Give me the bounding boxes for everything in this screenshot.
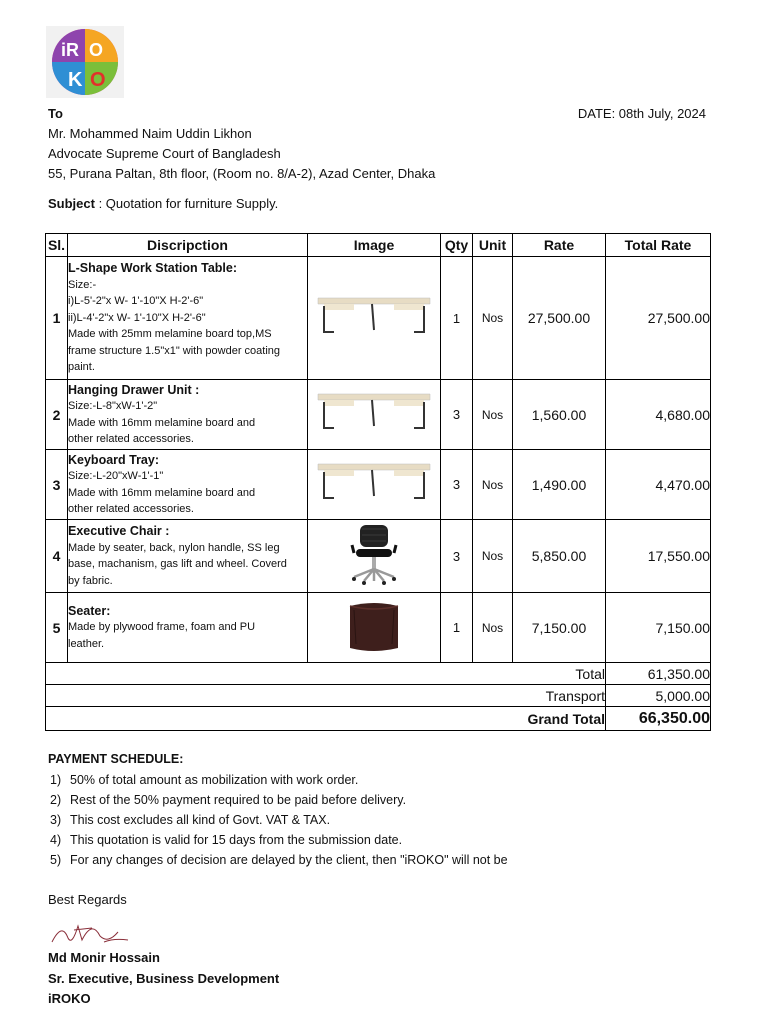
quotation-date: DATE: 08th July, 2024	[577, 106, 706, 121]
item-title: Executive Chair :	[68, 524, 170, 538]
item-line: Size:-	[68, 278, 97, 291]
item-text: This quotation is valid for 15 days from the submission date.	[70, 833, 403, 847]
row-total: 4,470.00	[606, 450, 711, 520]
header-image: Image	[308, 234, 441, 257]
table-row	[46, 593, 711, 663]
list-item	[50, 812, 508, 832]
item-title: Seater:	[68, 603, 111, 618]
row-sl: 2	[46, 380, 68, 450]
row-rate: 5,850.00	[513, 520, 606, 593]
item-line: Size:-L-8"xW-1'-2"	[68, 400, 158, 412]
subject-text: : Quotation for furniture Supply.	[94, 196, 279, 211]
list-item	[50, 792, 508, 812]
list-item	[50, 772, 508, 792]
row-qty: 3	[441, 520, 473, 593]
svg-text:iR: iR	[61, 40, 79, 60]
row-sl: 5	[46, 593, 68, 663]
item-number: 4)	[50, 833, 62, 847]
row-description	[68, 450, 308, 520]
row-unit: Nos	[473, 520, 513, 593]
table-row	[46, 257, 711, 380]
row-sl: 4	[46, 520, 68, 593]
row-unit: Nos	[473, 257, 513, 380]
item-text: For any changes of decision are delayed by the client, then "iROKO" will not be	[70, 853, 508, 867]
header-qty: Qty	[441, 234, 473, 257]
item-line: ii)L-4'-2"x W- 1'-10"X H-2'-6"	[68, 311, 206, 324]
row-image	[308, 380, 441, 450]
header-sl: Sl.	[46, 234, 68, 257]
item-text: Rest of the 50% payment required to be paid before delivery.	[70, 793, 407, 807]
grand-total-label: Grand Total	[46, 707, 606, 731]
row-image	[308, 520, 441, 593]
row-unit: Nos	[473, 380, 513, 450]
row-qty: 3	[441, 450, 473, 520]
item-line: Size:-L-20"xW-1'-1"	[68, 470, 164, 482]
l-shape-desk-image	[314, 388, 434, 438]
row-description	[68, 257, 308, 380]
l-shape-desk-image	[314, 458, 434, 508]
row-qty: 3	[441, 380, 473, 450]
item-line: Made with 25mm melamine board top,MS	[68, 328, 272, 341]
item-line: leather.	[68, 637, 105, 650]
row-sl: 1	[46, 257, 68, 380]
item-line: Made by plywood frame, foam and PU	[68, 621, 256, 634]
row-rate: 7,150.00	[513, 593, 606, 663]
item-line: paint.	[68, 361, 95, 374]
row-image	[308, 257, 441, 380]
row-qty: 1	[441, 257, 473, 380]
handwritten-signature	[48, 912, 132, 948]
row-description	[68, 380, 308, 450]
row-rate: 1,560.00	[513, 380, 606, 450]
payment-schedule-list	[50, 772, 508, 872]
item-title: Keyboard Tray:	[68, 452, 160, 467]
item-line: base, machanism, gas lift and wheel. Coverd	[68, 558, 287, 570]
svg-text:O: O	[90, 69, 106, 91]
header-rate: Rate	[513, 234, 606, 257]
item-line: Made with 16mm melamine board and	[68, 416, 256, 429]
transport-value: 5,000.00	[606, 685, 711, 707]
recipient-name: Mr. Mohammed Naim Uddin Likhon	[48, 126, 252, 141]
office-chair-image	[344, 523, 404, 587]
total-value: 61,350.00	[606, 663, 711, 685]
row-image	[308, 593, 441, 663]
row-total: 7,150.00	[606, 593, 711, 663]
row-rate: 27,500.00	[513, 257, 606, 380]
svg-text:K: K	[68, 69, 83, 91]
transport-label: Transport	[46, 685, 606, 707]
row-image	[308, 450, 441, 520]
row-description	[68, 593, 308, 663]
signatory-company: iROKO	[48, 991, 91, 1006]
grand-total-row	[46, 707, 711, 731]
recipient-address: 55, Purana Paltan, 8th floor, (Room no. 8/A-2), Azad Center, Dhaka	[48, 166, 436, 181]
item-title: Hanging Drawer Unit :	[68, 382, 200, 397]
list-item	[50, 832, 508, 852]
quotation-table	[45, 233, 711, 731]
item-number: 5)	[50, 853, 62, 867]
item-number: 3)	[50, 813, 62, 827]
row-rate: 1,490.00	[513, 450, 606, 520]
row-qty: 1	[441, 593, 473, 663]
item-line: Made with 16mm melamine board and	[68, 486, 256, 499]
row-unit: Nos	[473, 450, 513, 520]
l-shape-desk-image	[314, 292, 434, 342]
row-total: 27,500.00	[606, 257, 711, 380]
item-line: frame structure 1.5"x1" with powder coating	[68, 344, 281, 357]
table-row	[46, 520, 711, 593]
table-header-row	[46, 234, 711, 257]
item-line: other related accessories.	[68, 503, 194, 515]
best-regards: Best Regards	[48, 892, 127, 907]
item-line: Made by seater, back, nylon handle, SS leg	[68, 541, 280, 554]
item-number: 1)	[50, 773, 62, 787]
recipient-title: Advocate Supreme Court of Bangladesh	[48, 146, 281, 161]
item-text: This cost excludes all kind of Govt. VAT & TAX.	[70, 813, 331, 827]
table-row	[46, 450, 711, 520]
item-text: 50% of total amount as mobilization with work order.	[70, 773, 359, 787]
header-description: Discripction	[68, 234, 308, 257]
subject-label: Subject	[48, 196, 95, 211]
row-unit: Nos	[473, 593, 513, 663]
item-number: 2)	[50, 793, 62, 807]
row-description	[68, 520, 308, 593]
item-line: i)L-5'-2"x W- 1'-10"X H-2'-6"	[68, 295, 204, 308]
row-total: 4,680.00	[606, 380, 711, 450]
iroko-logo	[46, 26, 124, 98]
item-line: by fabric.	[68, 574, 113, 587]
subject-line	[48, 196, 278, 211]
total-label: Total	[46, 663, 606, 685]
row-sl: 3	[46, 450, 68, 520]
header-total-rate: Total Rate	[606, 234, 711, 257]
table-row	[46, 380, 711, 450]
transport-row	[46, 685, 711, 707]
to-label: To	[48, 106, 63, 121]
list-item	[50, 852, 508, 872]
total-row	[46, 663, 711, 685]
signatory-title: Sr. Executive, Business Development	[48, 971, 280, 986]
payment-schedule-title: PAYMENT SCHEDULE:	[48, 752, 184, 766]
item-title: L-Shape Work Station Table:	[68, 261, 237, 276]
leather-pouf-image	[344, 596, 404, 656]
signatory-name: Md Monir Hossain	[48, 950, 160, 965]
item-line: other related accessories.	[68, 433, 194, 445]
svg-text:O: O	[89, 40, 104, 60]
row-total: 17,550.00	[606, 520, 711, 593]
grand-total-value: 66,350.00	[606, 707, 711, 731]
header-unit: Unit	[473, 234, 513, 257]
